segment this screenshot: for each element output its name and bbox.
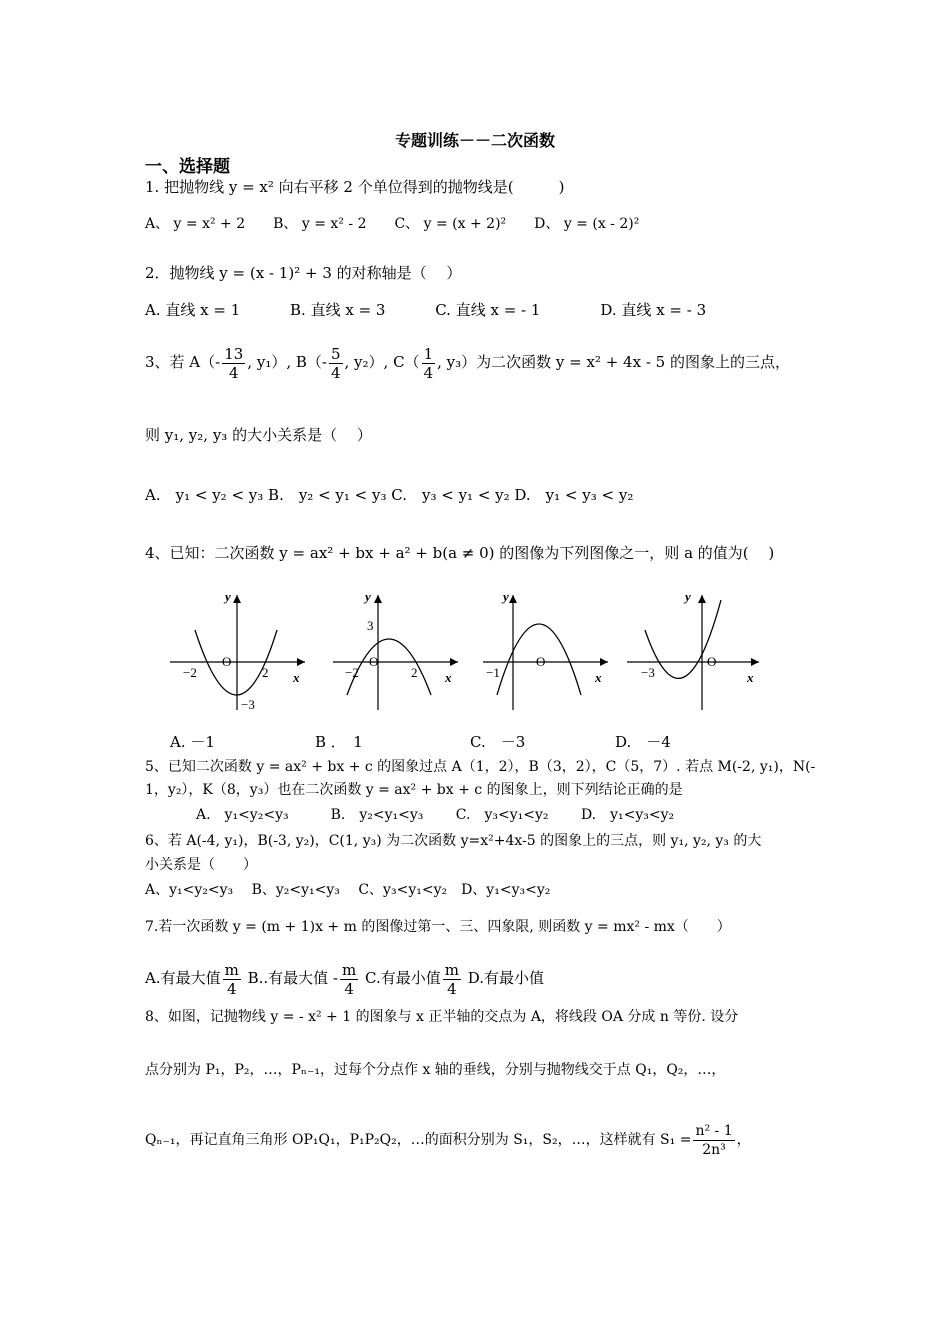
graph-a-origin: O — [222, 654, 232, 669]
graph-b-tick-2: −2 — [345, 665, 359, 680]
q4-option-b: B ． 1 — [315, 733, 363, 751]
graph-d-ylabel: y — [685, 589, 691, 604]
q3-fraction-2: $\frac{5}{4}$ — [330, 344, 341, 382]
q4-option-c: C. －3 — [470, 733, 526, 751]
q5-line1: 5、已知二次函数 y = ax² + bx + c 的图象过点 A（1，2），B（3，2），C（5，7）. 若点 M(-2, y₁)，N(- — [145, 759, 816, 775]
graph-d-tick-1: −3 — [641, 665, 655, 680]
q7-fraction-b: $\frac{m}{4}$ — [342, 960, 357, 998]
graph-b-xlabel: x — [445, 670, 452, 685]
graph-b-tick-1: 3 — [367, 618, 374, 633]
q7-options: A.有最大值 $\frac{m}{4}$ B..有最大值 - $\frac{m}{4}$ C.有最小值 $\frac{m}{4}$ D.有最小值 — [145, 960, 544, 998]
graph-b — [333, 585, 483, 715]
q5-options: A. y₁<y₂<y₃ B. y₂<y₁<y₃ C. y₃<y₁<y₂ D. y₁<y₃<y₂ — [196, 807, 675, 823]
graph-d-xlabel: x — [747, 670, 754, 685]
q3-fraction-1: $\frac{13}{4}$ — [224, 344, 244, 382]
q4-graphs — [165, 585, 775, 715]
graph-a-tick-1: −2 — [183, 665, 197, 680]
q3-stem: 3、若 A（- $\frac{13}{4}$ , y₁）, B（- $\frac{5}{4}$ , y₂）, C（ $\frac{1}{4}$ , y₃）为二次函数 y = x² + 4x - 5 的图象上的三点， — [145, 344, 790, 382]
q3-fraction-3: $\frac{1}{4}$ — [423, 344, 434, 382]
q7-stem: 7.若一次函数 y = (m + 1)x + m 的图像过第一、三、四象限, 则函数 y = mx² - mx（ ） — [145, 919, 731, 935]
q3-line2: 则 y₁, y₂, y₃ 的大小关系是（ ） — [145, 426, 372, 444]
q3-options: A. y₁ < y₂ < y₃ B. y₂ < y₁ < y₃ C. y₃ < y₁ < y₂ D. y₁ < y₃ < y₂ — [145, 486, 634, 504]
q6-options: A、y₁<y₂<y₃ B、y₂<y₁<y₃ C、y₃<y₁<y₂ D、y₁<y₃<y₂ — [145, 882, 551, 898]
graph-b-origin: O — [369, 654, 379, 669]
graph-c — [483, 585, 633, 715]
q6-line2: 小关系是（ ） — [145, 857, 257, 873]
graph-d-origin: O — [707, 654, 717, 669]
q4-stem: 4、已知：二次函数 y = ax² + bx + a² + b(a ≠ 0) 的图像为下列图像之一，则 a 的值为( ) — [145, 544, 775, 562]
graph-a-tick-3: −3 — [241, 697, 255, 712]
q5-line2: 1，y₂），K（8，y₃）也在二次函数 y = ax² + bx + c 的图象上，则下列结论正确的是 — [145, 782, 683, 798]
graph-b-ylabel: y — [365, 589, 371, 604]
q2-stem: 2．抛物线 y = (x - 1)² + 3 的对称轴是（ ） — [145, 264, 462, 282]
section-heading: 一、选择题 — [145, 157, 230, 177]
q8-line3: Qₙ₋₁，再记直角三角形 OP₁Q₁，P₁P₂Q₂，…的面积分别为 S₁，S₂，…，这样就有 S₁ = $\frac{\text{n² - 1}}{\text{2n³}}$ ， — [145, 1122, 751, 1158]
graph-a — [165, 585, 315, 715]
graph-a-xlabel: x — [293, 670, 300, 685]
q8-fraction: $\frac{\text{n² - 1}}{\text{2n³}}$ — [695, 1122, 733, 1158]
q8-line2: 点分别为 P₁，P₂，…，Pₙ₋₁，过每个分点作 x 轴的垂线，分别与抛物线交于点 Q₁，Q₂，…， — [145, 1062, 726, 1078]
q1-options: A、 y = x² + 2 B、 y = x² - 2 C、 y = (x + 2)² D、 y = (x - 2)² — [145, 216, 640, 232]
graph-c-tick-1: −1 — [486, 665, 500, 680]
q4-option-d: D. －4 — [615, 733, 671, 751]
page-title: 专题训练－－二次函数 — [394, 131, 555, 150]
graph-b-tick-3: 2 — [411, 665, 418, 680]
q7-fraction-c: $\frac{m}{4}$ — [444, 960, 459, 998]
q7-fraction-a: $\frac{m}{4}$ — [224, 960, 239, 998]
graph-c-xlabel: x — [595, 670, 602, 685]
graph-c-ylabel: y — [503, 589, 509, 604]
q4-option-a: A. －1 — [170, 733, 215, 751]
q8-line1: 8、如图，记抛物线 y = - x² + 1 的图象与 x 正半轴的交点为 A，将线段 OA 分成 n 等份. 设分 — [145, 1009, 739, 1025]
graph-d — [627, 585, 777, 715]
q6-line1: 6、若 A(-4, y₁)，B(-3, y₂)，C(1, y₃) 为二次函数 y=x²+4x-5 的图象上的三点，则 y₁, y₂, y₃ 的大 — [145, 833, 762, 849]
q1-stem: 1. 把抛物线 y = x² 向右平移 2 个单位得到的抛物线是( ) — [145, 178, 565, 196]
graph-a-ylabel: y — [225, 589, 231, 604]
graph-c-origin: O — [536, 654, 546, 669]
graph-a-tick-2: 2 — [262, 665, 269, 680]
q2-options: A. 直线 x = 1 B. 直线 x = 3 C. 直线 x = - 1 D. 直线 x = - 3 — [145, 301, 707, 319]
